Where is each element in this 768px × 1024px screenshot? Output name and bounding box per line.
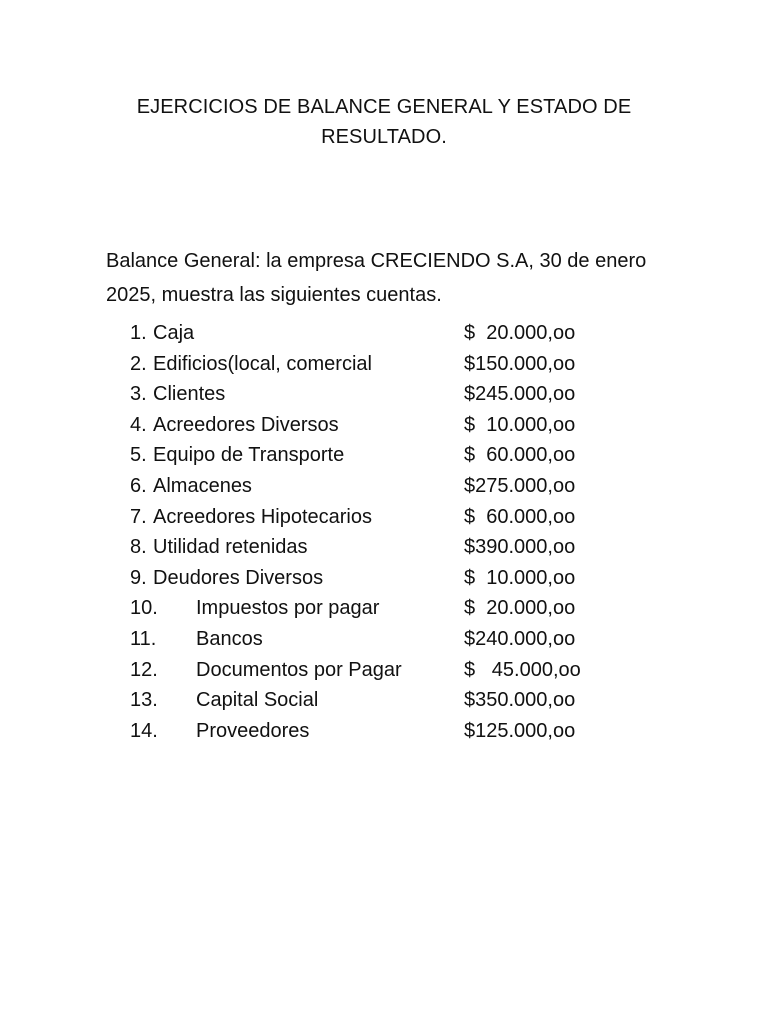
intro-line-2: 2025, muestra las siguientes cuentas. <box>106 284 442 306</box>
account-name: Edificios(local, comercial <box>153 352 372 375</box>
list-item <box>106 685 626 716</box>
account-amount: $ 20.000,oo <box>464 322 576 344</box>
account-name: Almacenes <box>153 474 252 497</box>
account-amount: $ 10.000,oo <box>464 566 576 589</box>
account-amount: $125.000,oo <box>464 719 576 742</box>
accounts-list <box>106 318 626 746</box>
account-amount: $ 20.000,oo <box>464 597 576 620</box>
account-amount: $245.000,oo <box>464 383 576 406</box>
list-item <box>106 624 626 655</box>
account-amount: $ 60.000,oo <box>464 444 576 467</box>
title-line-1: EJERCICIOS DE BALANCE GENERAL Y ESTADO DE <box>136 96 632 118</box>
account-name: Deudores Diversos <box>153 566 324 589</box>
list-item <box>106 655 626 686</box>
account-number: 2. <box>130 352 147 375</box>
account-name: Documentos por Pagar <box>196 658 402 681</box>
list-item <box>106 440 626 471</box>
title-line-2: RESULTADO. <box>321 126 447 148</box>
account-amount: $350.000,oo <box>464 689 576 712</box>
list-item <box>106 471 626 502</box>
list-item <box>106 716 626 747</box>
account-name: Acreedores Hipotecarios <box>153 505 372 528</box>
account-amount: $ 60.000,oo <box>464 505 576 528</box>
account-number: 7. <box>130 505 147 528</box>
account-name: Utilidad retenidas <box>153 536 308 559</box>
account-number: 9. <box>130 566 147 589</box>
account-name: Impuestos por pagar <box>196 597 380 620</box>
list-item <box>106 349 626 380</box>
list-item <box>106 502 626 533</box>
list-item <box>106 410 626 441</box>
account-number: 1. <box>130 322 147 344</box>
account-amount: $390.000,oo <box>464 536 576 559</box>
account-name: Caja <box>153 322 195 344</box>
account-amount: $ 10.000,oo <box>464 413 576 436</box>
document-title <box>0 92 768 152</box>
account-amount: $275.000,oo <box>464 474 576 497</box>
list-item <box>106 532 626 563</box>
account-number: 11. <box>130 627 157 650</box>
account-amount: $150.000,oo <box>464 352 576 375</box>
account-number: 13. <box>130 689 158 712</box>
list-item <box>106 563 626 594</box>
intro-line-1: Balance General: la empresa CRECIENDO S.A, 30 de enero <box>106 250 647 272</box>
account-number: 12. <box>130 658 158 681</box>
account-number: 6. <box>130 474 147 497</box>
account-number: 4. <box>130 413 147 436</box>
account-number: 14. <box>130 719 158 742</box>
list-item <box>106 318 626 349</box>
account-number: 5. <box>130 444 147 467</box>
account-name: Clientes <box>153 383 226 406</box>
account-name: Bancos <box>196 627 263 650</box>
list-item <box>106 593 626 624</box>
intro-paragraph <box>106 244 666 312</box>
account-amount: $ 45.000,oo <box>464 658 581 681</box>
account-number: 8. <box>130 536 147 559</box>
account-number: 10. <box>130 597 158 620</box>
account-number: 3. <box>130 383 147 406</box>
account-name: Acreedores Diversos <box>153 413 339 436</box>
account-name: Proveedores <box>196 719 310 742</box>
account-name: Capital Social <box>196 689 319 712</box>
list-item <box>106 379 626 410</box>
account-name: Equipo de Transporte <box>153 444 345 467</box>
account-amount: $240.000,oo <box>464 627 576 650</box>
